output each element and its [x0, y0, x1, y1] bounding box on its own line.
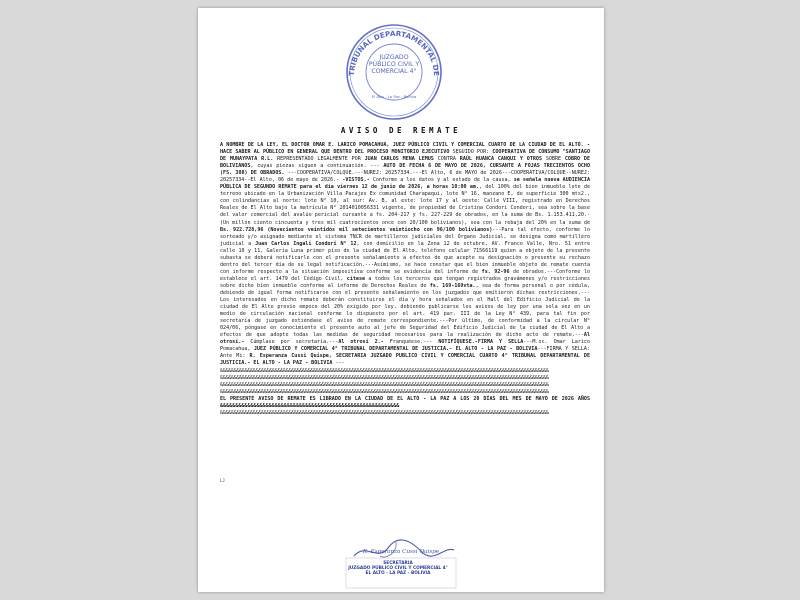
paragraph-run: --- — [332, 360, 345, 367]
corner-mark: LJ — [220, 478, 225, 483]
stamp-line: SECRETARIA — [383, 561, 413, 566]
paragraph-run: Franquéese.--- — [383, 339, 439, 346]
paragraph-run: , sea de forma personal o por cédula, debiendo de igual forma notificarse con el presente señalamiento en los juzgados que emitieron dichas restricciones.---Los interesados en dicho remate deberán constituirse el día y hora señalados en el Hall del Edificio Judicial de la ciudad de El Alto previo empoce del 20% exigido por ley, debiendo publicarse los avisos de ley por una sola vez en un medio de circulación nacional conforme lo dispuesto por el art. 419 par. III de la Ley N° 439, para tal fin por secretaría de juzgado extiéndase el aviso de remate correspondiente.---Por último, de conformidad a la circular N° 024/06, póngase en conocimiento el presente auto al jefe de Seguridad del Edificio Judicial de la ciudad de El Alto a efectos de que adopte todas las medidas de seguridad necesarios para la realización de dicho acto de remate.--- — [220, 282, 590, 339]
seal-inner-text — [366, 54, 422, 75]
paragraph-run: NOTIFÍQUESE.-FIRMA Y SELLA — [438, 339, 524, 346]
closing-statement — [220, 396, 590, 410]
paragraph-run: ---M.sc. Omar Larico Pomacahua, — [220, 339, 590, 353]
paragraph-run: , del 100% del bien inmueble lote de terreno ubicado en la Urbanización Villa Pacajes Ex comunidad Charapaqui, lote N° 16, manzano E, de superficie 300 mts2., con colindancias al norte: lote N° 10, al sur: Av. B, al este: lote 17 y al oeste: Calle VIII, registrado en Derechos Reales de El Alto bajo la matrícula N° 2014010056331 vigente, de propiedad de Cristina Condori Condori, sea sobre la base del valor comercial del avalúo pericial cursante a fs. 204-217 y fs. 227-229 de obrados, en la suma de Bs. 1.153.411,20.- (Un millón ciento cincuenta y tres mil cuatrocientos once con 20/100 bolivianos), sea con la rebaja del 20% en la suma de — [220, 184, 591, 226]
paragraph-run: JUEZ PÚBLICO Y COMERCIAL 4° TRIBUNAL DEPARTAMENTAL DE JUSTICIA.- EL ALTO - LA PAZ - BOLIVIA — [253, 346, 538, 353]
stamp-line: EL ALTO - LA PAZ - BOLIVIA — [365, 571, 431, 577]
fill-line: &&&&&&&&&&&&&&&&&&&&&&&&&&&&&&&&&&&&&&&&&&&&&&&&&&&&&&&&&&&&&&&&&&&&&&&&&&&&&&&&&&&&&&&&&&&&&&&&&&&&&&&&&&&&&&&&&&&&&&&& — [220, 367, 549, 374]
paragraph-run: se señala nueva AUDIENCIA PÚBLICA DE SEGUNDO REMATE para el día viernes 12 de junio de 2026, a horas 10:00 am. — [220, 177, 590, 191]
fill-line: &&&&&&&&&&&&&&&&&&&&&&&&&&&&&&&&&&&&&&&&&&&&&&&&&&&&&&&&&&&&&&&&&&&&&&&&&&&&&&&&&&&&&&&&&&&&&&&&&&&&&&&&&&&&&&&&&&&&&&&& — [220, 381, 549, 388]
paragraph-run: de obrados.---Conforme lo establece el art. 1479 del Código Civil, — [220, 268, 590, 282]
stamp-line: JUZGADO PÚBLICO CIVIL Y COMERCIAL 4° — [348, 566, 448, 572]
paragraph-run: Conforme a los datos y al estado de la causa, — [369, 177, 514, 184]
paragraph-run: A NOMBRE DE LA LEY, EL DOCTOR OMAR E. LARICO POMACAHUA, JUEZ PÚBLICO CIVIL Y COMERCIAL CUARTO DE LA CIUDAD DE EL ALTO. - HACE SABER AL PÚBLICO EN GENERAL QUE DENTRO DEL PROCESO MONITORIO EJECUTIVO — [220, 142, 590, 156]
seal-bottom-text — [358, 94, 430, 99]
final-fill-line: &&&&&&&&&&&&&&&&&&&&&&&&&&&&&&&&&&&&&&&&&&&&&&&&&&&&&&&&&&&&&&&&&&&&&&&&&&&&&&&&&&&&&&&&&&&&&&&&&&&&&&&&&&&&&&&&&&&&&&&& — [220, 409, 549, 416]
fill-line: &&&&&&&&&&&&&&&&&&&&&&&&&&&&&&&&&&&&&&&&&&&&&&&&&&&&&&&&&&&&&&&&&&&&&&&&&&&&&&&&&&&&&&&&&&&&&&&&&&&&&&&&&&&&&&&&&&&&&&&& — [220, 374, 549, 381]
paragraph-run: Al otrosí 2.- — [338, 339, 384, 346]
closing-text: EL PRESENTE AVISO DE REMATE ES LIBRADO EN LA CIUDAD DE EL ALTO - LA PAZ A LOS 20 DÍAS DEL MES DE MAYO DE 2026 AÑOS — [220, 395, 590, 402]
closing-fill: &&&&&&&&&&&&&&&&&&&&&&&&&&&&&&&&&&&&&&&&&&&&&&&&&&&&&&&&&&& — [220, 402, 400, 409]
paragraph-run: cítese — [346, 275, 366, 282]
paragraph-run: Juan Carlos Ingali Condori N° 12 — [255, 240, 357, 247]
paragraph-run: fs. 169-169vta. — [429, 282, 476, 289]
seal-bottom-label: El Alto - La Paz - Bolivia — [371, 94, 417, 99]
document-body — [220, 142, 590, 417]
paragraph-run: -VISTOS.- — [339, 177, 370, 184]
paragraph-run: Cúmplase por secretaría.--- — [244, 339, 339, 346]
paragraph-run: Bs. 922.728,96 (Novecientos veintidós mil setecientos veintiocho con 96/100 bolivianos) — [220, 226, 493, 233]
paragraph-run: ---COOPERATIVA/COLQUE.---NUREJ: 20257334.---El Alto, 6 de MAYO de 2026---COOPERATIVA/COLQUE--NUREJ: 20257334--El Alto, 06 de mayo de 2026.- — [220, 170, 590, 184]
fill-lines — [220, 368, 590, 396]
paragraph-run: fs. 92-96 — [481, 268, 510, 275]
body-paragraph — [220, 142, 590, 366]
paragraph-run: Al otrosí.- — [220, 332, 590, 346]
seal-inner-label: JUZGADO PÚBLICO CIVIL Y COMERCIAL 4° — [368, 54, 420, 75]
paragraph-run: RAÚL HUANCA CANQUI Y OTROS — [459, 156, 542, 163]
document-page — [198, 8, 604, 592]
paragraph-run: COOPERATIVA DE CONSUMO "SANTIAGO DE MUNAYPATA R.L. — [220, 149, 590, 163]
paragraph-run: ---Para tal efecto, conforme lo sorteado y/o asignado mediante el sistema TNCR de martilleros judiciales del Órgano Judicial, se designa como martillero judicial a — [220, 226, 590, 247]
signature-name — [346, 549, 456, 555]
fill-line: &&&&&&&&&&&&&&&&&&&&&&&&&&&&&&&&&&&&&&&&&&&&&&&&&&&&&&&&&&&&&&&&&&&&&&&&&&&&&&&&&&&&&&&&&&&&&&&&&&&&&&&&&&&&&&&&&&&&&&&& — [220, 388, 549, 395]
paragraph-run: SOBRE — [542, 156, 565, 163]
seal-ring-text: TRIBUNAL DEPARTAMENTAL DE — [346, 28, 442, 77]
signature-name-text: R. Esperanza Cussi Quispe — [362, 549, 440, 555]
paragraph-run: R. Esperanza Cussi Quispe, SECRETARIA JUZGADO PUBLICO CIVIL Y COMERCIAL CUARTO 4° TRIBUNAL DEPARTAMENTAL DE JUSTICIA.- EL ALTO - LA PAZ - BOLIVIA — [220, 353, 590, 367]
paragraph-run: ---FIRMA Y SELLA: Ante Mi: — [220, 346, 590, 360]
paragraph-run: , cuyas piezas siguen a continuación. --- — [250, 163, 384, 170]
paragraph-run: REPRESENTADO LEGALMENTE POR — [273, 156, 365, 163]
paragraph-run: a todos los terceros que tengan registrados gravámenes y/o restricciones sobre dicho bien inmueble conforme al informe de Derechos Reales de — [220, 275, 591, 289]
paragraph-run: , con domicilio en la Zona 12 de octubre, AV. Franco Valle, Nro. 51 entre calle 10 y 11, Galería Luna primer piso de la ciudad de El Alto, teléfono celular 71566119 quien a objeto de la presente subasta se deberá notificarle con el presente señalamiento a efectos de que acepte su designación o presente su rechazo dentro del tercer día de su legal notificación.---Asimismo, se hace constar que el bien inmueble objeto de remate cuenta con informe respecto a la situación impositiva conforme se evidencia del informe de — [220, 240, 590, 275]
document-title: AVISO DE REMATE — [340, 126, 462, 135]
paragraph-run: AUTO DE FECHA 6 DE MAYO DE 2026, CURSANTE A FOJAS TRECIENTOS OCHO (FS. 308) DE OBRADOS. — [220, 163, 590, 177]
paragraph-run: SEGUIDO POR: — [452, 149, 493, 156]
paragraph-run: JUAN CARLOS MENA LEMUS — [364, 156, 434, 163]
signature-stamp — [343, 561, 453, 577]
paragraph-run: CONTRA — [433, 156, 460, 163]
paragraph-run: COBRO DE BOLIVIANOS — [220, 156, 590, 170]
